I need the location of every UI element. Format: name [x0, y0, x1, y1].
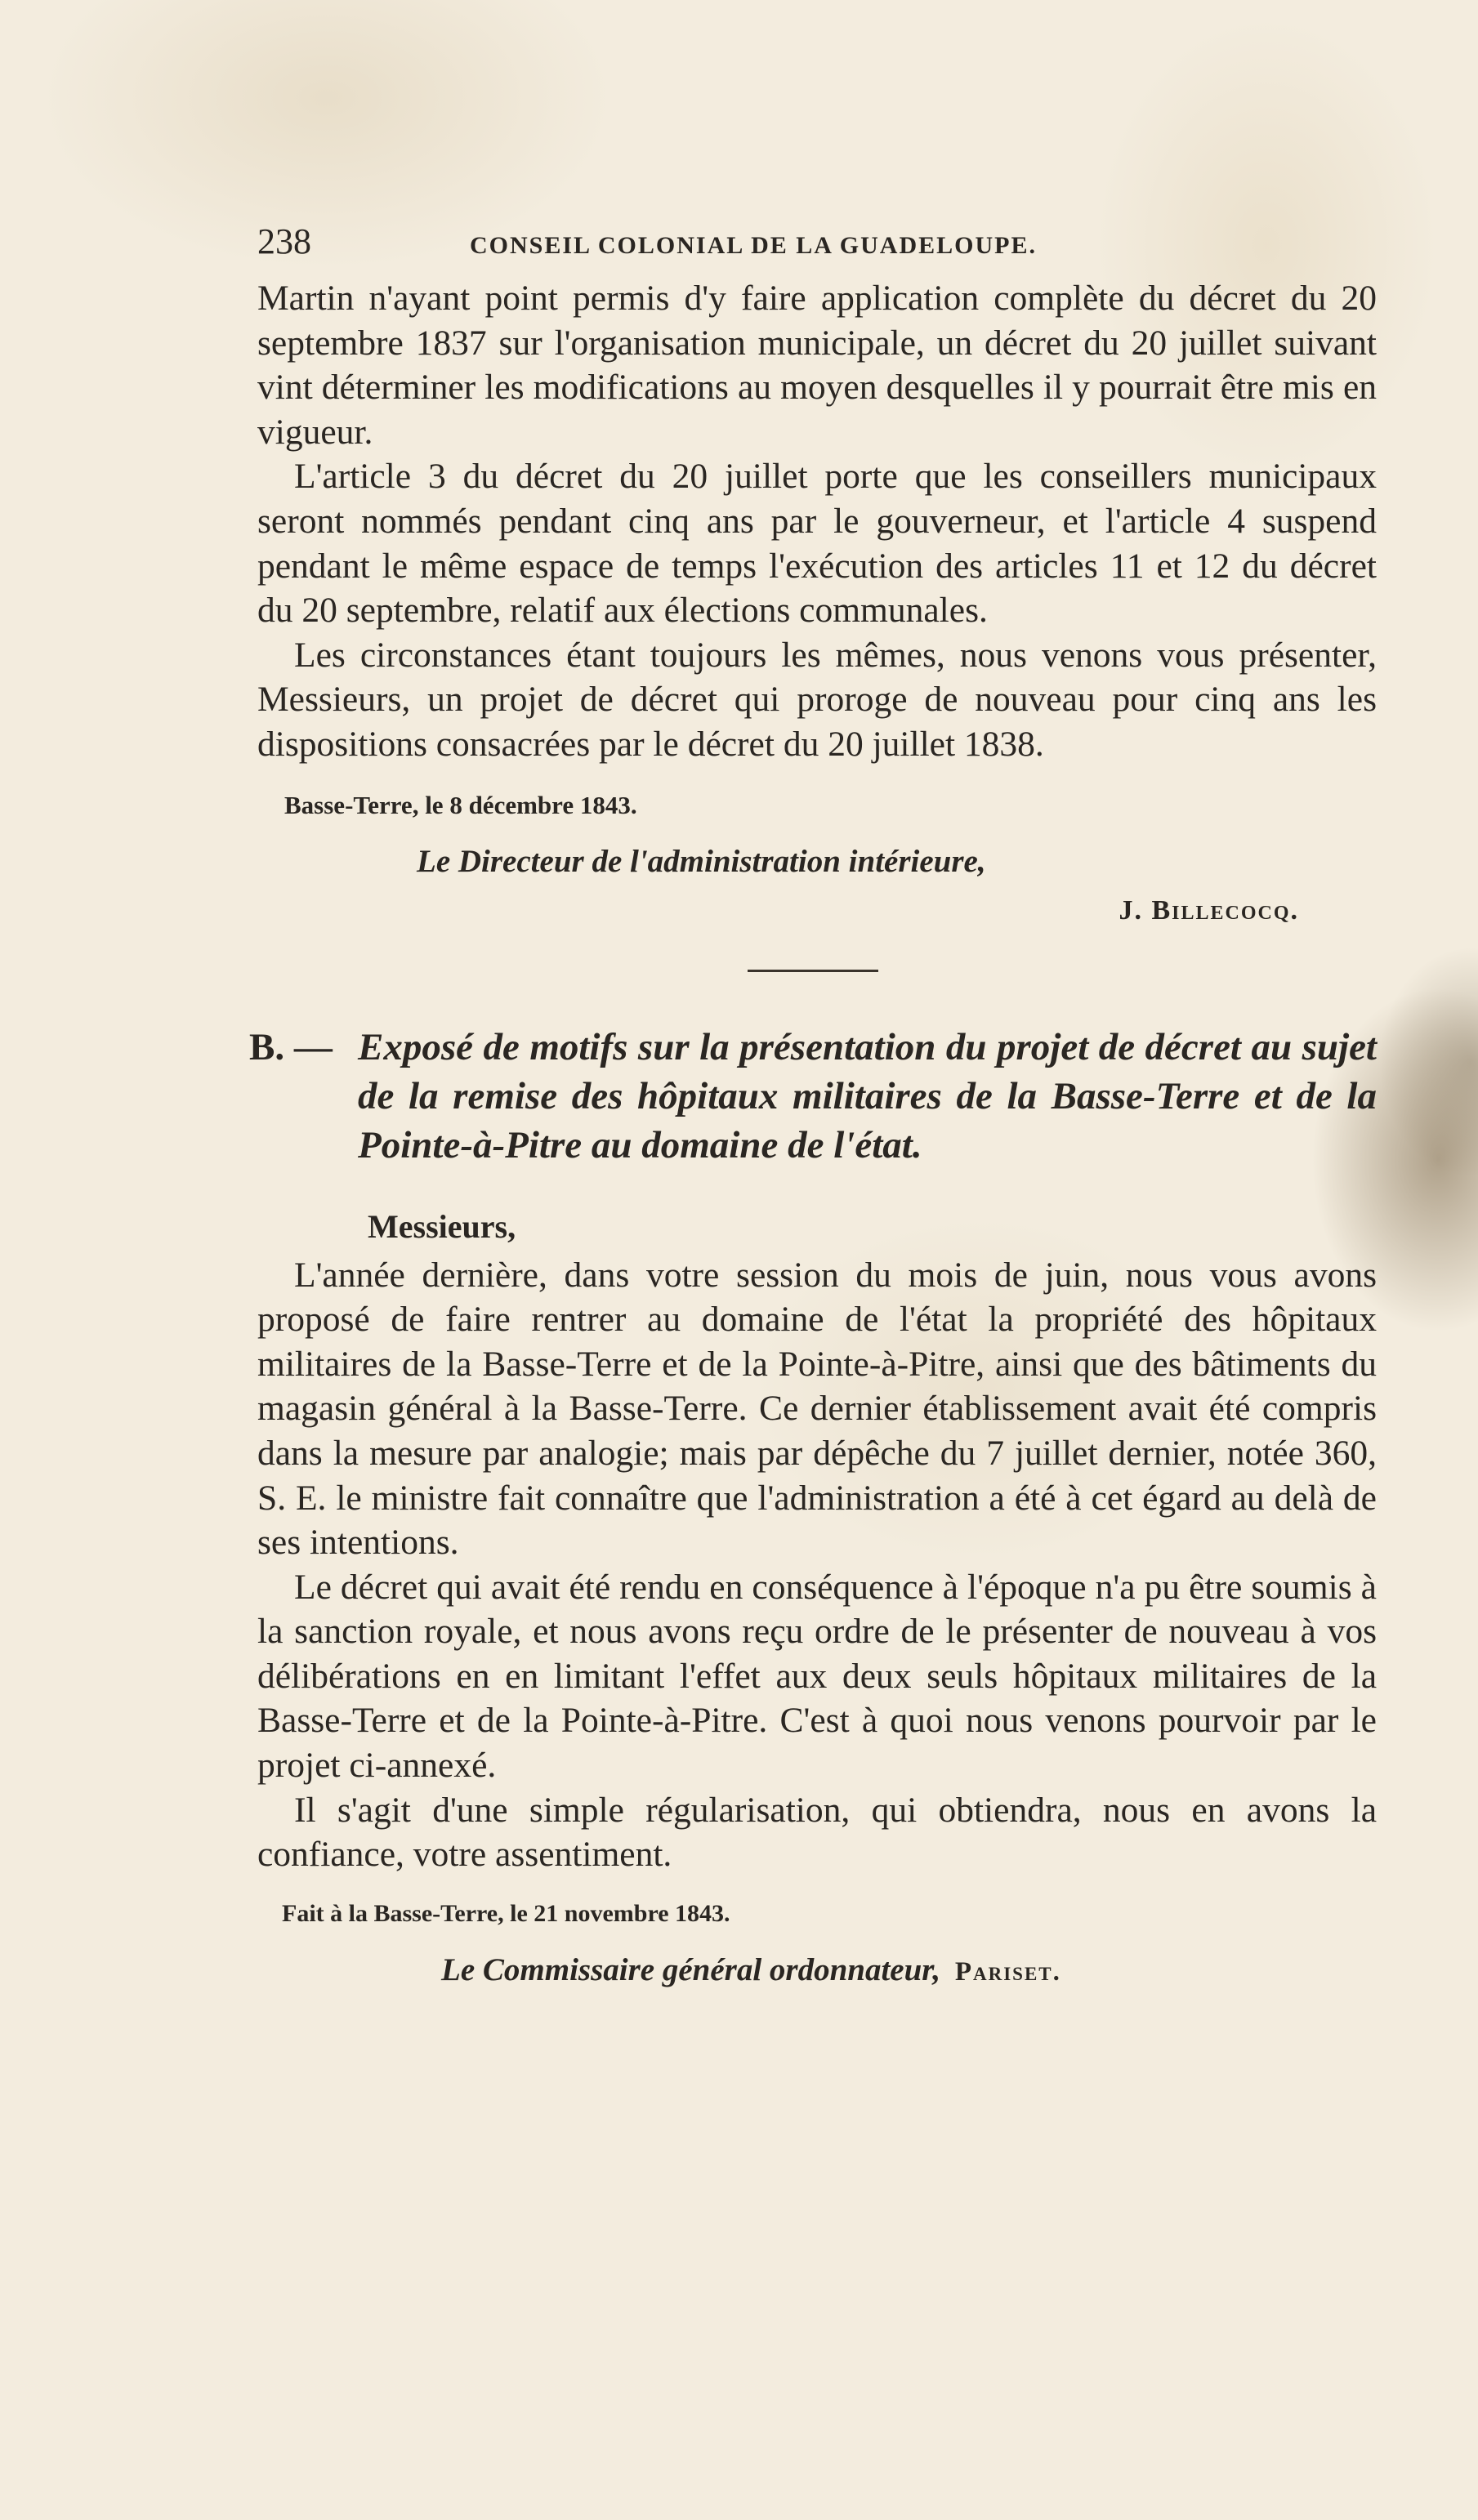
page-header [257, 221, 1377, 270]
section-heading [249, 1023, 1377, 1170]
signature-title: Le Directeur de l'administration intérieure, [417, 843, 986, 879]
salutation: Messieurs, [368, 1207, 516, 1245]
page-number: 238 [257, 221, 311, 261]
document-page [249, 221, 1377, 1995]
section-title: Exposé de motifs sur la présentation du projet de décret au sujet de la remise des hôpitaux militaires de la Basse-Terre et de la Pointe-à-Pitre au domaine de l'état. [358, 1025, 1377, 1166]
section-paragraph-1: L'année dernière, dans votre session du mois de juin, nous vous avons proposé de faire rentrer au domaine de l'état la propriété des hôpitaux militaires de la Basse-Terre et de la Pointe-à-Pitre, ainsi que des bâtiments du magasin général à la Basse-Terre. Ce dernier établissement avait été compris dans la mesure par analogie; mais par dépêche du 7 juillet dernier, notée 360, S. E. le ministre fait connaître que l'administration a été à cet égard au delà de ses intentions. [257, 1255, 1377, 1563]
running-head: CONSEIL COLONIAL DE LA GUADELOUPE. [470, 232, 1037, 259]
section-letter: B. — [249, 1025, 333, 1068]
section-paragraph-2: Le décret qui avait été rendu en conséquence à l'époque n'a pu être soumis à la sanction royale, et nous avons reçu ordre de le présenter de nouveau à vos délibérations en en limitant l'effet aux deux seuls hôpitaux militaires de la Basse-Terre et de la Pointe-à-Pitre. C'est à quoi nous venons pourvoir par le projet ci-annexé. [257, 1567, 1377, 1786]
dateline: Basse-Terre, le 8 décembre 1843. [284, 790, 637, 819]
closing-signature [441, 1946, 1377, 1995]
intro-paragraph-3: Les circonstances étant toujours les mêmes, nous venons vous présenter, Messieurs, un projet de décret qui proroge de nouveau pour cinq ans les dispositions consacrées par le décret du 20 juillet 1838. [257, 635, 1377, 764]
intro-paragraph-2: L'article 3 du décret du 20 juillet porte que les conseillers municipaux seront nommés pendant cinq ans par le gouverneur, et l'article 4 suspend pendant le même espace de temps l'exécution des articles 11 et 12 du décret du 20 septembre, relatif aux élections communales. [257, 457, 1377, 631]
closing-date: Fait à la Basse-Terre, le 21 novembre 1843. [282, 1899, 730, 1927]
closing-role: Le Commissaire général ordonnateur, [441, 1951, 941, 1987]
intro-paragraph-1: Martin n'ayant point permis d'y faire application complète du décret du 20 septembre 1837 sur l'organisation municipale, un décret du 20 juillet suivant vint déterminer les modifications au moyen desquelles il y pourrait être mis en vigueur. [257, 279, 1377, 452]
closing-name: Pariset. [954, 1956, 1061, 1987]
section-divider [748, 970, 878, 972]
signature-name: J. Billecocq. [1119, 894, 1299, 925]
section-paragraph-3: Il s'agit d'une simple régularisation, qui obtiendra, nous en avons la confiance, votre assentiment. [257, 1790, 1377, 1875]
